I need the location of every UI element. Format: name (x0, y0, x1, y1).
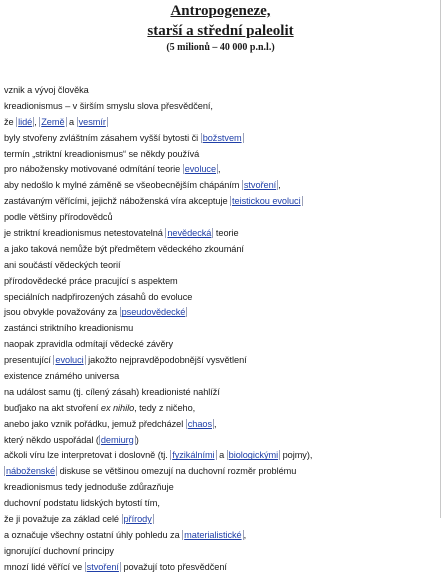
text-segment: , (218, 164, 221, 175)
text-line (4, 544, 436, 560)
text-segment: že (4, 116, 17, 127)
title-line-2: starší a střední paleolit (147, 23, 294, 39)
text-segment: a jako taková nemůže být předmětem vědeckého zkoumání (4, 243, 244, 254)
text-line (4, 290, 436, 306)
text-segment: duchovní podstatu lidských bytostí tím, (4, 498, 160, 509)
text-line (4, 385, 436, 401)
hyperlink[interactable]: vesmír (78, 116, 106, 127)
text-line (4, 162, 436, 178)
hyperlink[interactable]: stvoření (243, 180, 277, 191)
text-segment: , (243, 529, 247, 540)
text-segment: kreadionismus tedy jednoduše zdůrazňuje (4, 482, 174, 493)
text-line (4, 560, 436, 576)
text-segment: přírodovědecké práce pracující s aspektem (4, 275, 178, 286)
text-segment: a označuje všechny ostatní úhly pohledu za (4, 529, 183, 540)
hyperlink[interactable]: přírody (123, 514, 152, 525)
text-line (4, 496, 436, 512)
text-line (4, 528, 436, 544)
text-line (4, 115, 436, 131)
text-segment: pro nábožensky motivované odmítání teorie (4, 164, 183, 175)
text-line (4, 147, 436, 163)
text-line (4, 194, 436, 210)
text-segment: ) (135, 434, 139, 445)
text-segment: , tedy z ničeho, (134, 402, 196, 413)
hyperlink[interactable]: evoluci (55, 355, 84, 366)
hyperlink[interactable]: stvoření (86, 561, 119, 572)
text-line (4, 305, 436, 321)
hyperlink[interactable]: lidé (18, 116, 33, 127)
hyperlink[interactable]: evoluce (184, 164, 217, 175)
text-segment: , (214, 418, 217, 429)
text-line (4, 464, 436, 480)
text-line (4, 99, 436, 115)
text-segment: považují toto přesvědčení (120, 561, 227, 572)
text-line (4, 480, 436, 496)
text-segment: , (34, 116, 40, 127)
hyperlink[interactable]: teistickou evoluci (232, 196, 301, 207)
text-line (4, 369, 436, 385)
text-segment: , (278, 180, 281, 191)
text-segment: ani součástí vědeckých teorií (4, 259, 121, 270)
text-segment: termín „striktní kreadionismus“ se někdy používá (4, 148, 200, 159)
title-line-1: Antropogeneze, (170, 3, 271, 19)
text-segment: mnozí lidé věřící ve (4, 561, 85, 572)
text-line (4, 321, 436, 337)
text-line (4, 242, 436, 258)
hyperlink[interactable]: chaos (187, 418, 212, 429)
text-segment: existence známého universa (4, 371, 120, 382)
text-segment: a (66, 116, 77, 127)
text-line (4, 353, 436, 369)
text-segment: anebo jako vznik pořádku, jemuž předcházel (4, 418, 186, 429)
hyperlink[interactable]: materialistické (184, 529, 242, 540)
text-segment: pojmy), (280, 450, 313, 461)
text-segment: zastávaným věřícími, jejichž náboženská víra akceptuje (4, 196, 231, 207)
hyperlink[interactable]: nevědecká (167, 228, 212, 239)
document-body (4, 83, 436, 576)
hyperlink[interactable]: božstvem (202, 132, 242, 143)
text-segment: byly stvořeny zvláštním zásahem vyšší bytosti či (4, 132, 201, 143)
text-line (4, 210, 436, 226)
text-line (4, 258, 436, 274)
text-segment: že ji považuje za základ celé (4, 514, 122, 525)
text-segment: vznik a vývoj člověka (4, 85, 89, 95)
text-segment: teorie (213, 228, 239, 239)
text-line (4, 448, 436, 464)
text-segment: a (216, 450, 227, 461)
hyperlink[interactable]: biologickými (228, 450, 279, 461)
hyperlink[interactable]: fyzikálními (172, 450, 215, 461)
text-segment: kreadionismus – v širším smyslu slova přesvědčení, (4, 100, 213, 111)
text-segment: je striktní kreadionismus netestovatelná (4, 228, 166, 239)
text-segment: ačkoli víru lze interpretovat i doslovně (tj. (4, 450, 171, 461)
text-line (4, 131, 436, 147)
text-segment: naopak zpravidla odmítají vědecké závěry (4, 339, 174, 350)
hyperlink[interactable]: pseudovědecké (121, 307, 186, 318)
hyperlink[interactable]: náboženské (6, 466, 56, 477)
text-line (4, 337, 436, 353)
text-segment: jsou obvykle považovány za (4, 307, 120, 318)
text-segment: diskuse se většinou omezují na duchovní rozměr problému (57, 466, 297, 477)
text-segment: presentující (4, 355, 54, 366)
text-segment: speciálních nadpřirozených zásahů do evoluce (4, 291, 193, 302)
document-title (0, 1, 441, 54)
text-segment: podle většiny přírodovědců (4, 212, 113, 223)
text-segment: buďjako na akt stvoření (4, 402, 101, 413)
text-segment: na událost samu (tj. cílený zásah) kreadionisté nahlíží (4, 386, 220, 397)
text-segment: jakožto nejpravděpodobnější vysvětlení (85, 355, 247, 366)
text-line (4, 83, 436, 99)
text-segment: aby nedošlo k mylné záměně se všeobecnějším chápáním (4, 180, 242, 191)
text-line (4, 433, 436, 449)
text-segment: zastánci striktního kreadionismu (4, 323, 134, 334)
title-dates: (5 milionů – 40 000 p.n.l.) (166, 42, 275, 53)
text-segment: který někdo uspořádal ( (4, 434, 99, 445)
italic-text: ex nihilo (100, 402, 135, 413)
text-segment: ignorující duchovní principy (4, 545, 114, 556)
hyperlink[interactable]: demiurg (100, 434, 134, 445)
text-line (4, 401, 436, 417)
text-line (4, 226, 436, 242)
text-line (4, 512, 436, 528)
text-line (4, 417, 436, 433)
text-line (4, 178, 436, 194)
hyperlink[interactable]: Země (41, 116, 65, 127)
text-line (4, 274, 436, 290)
